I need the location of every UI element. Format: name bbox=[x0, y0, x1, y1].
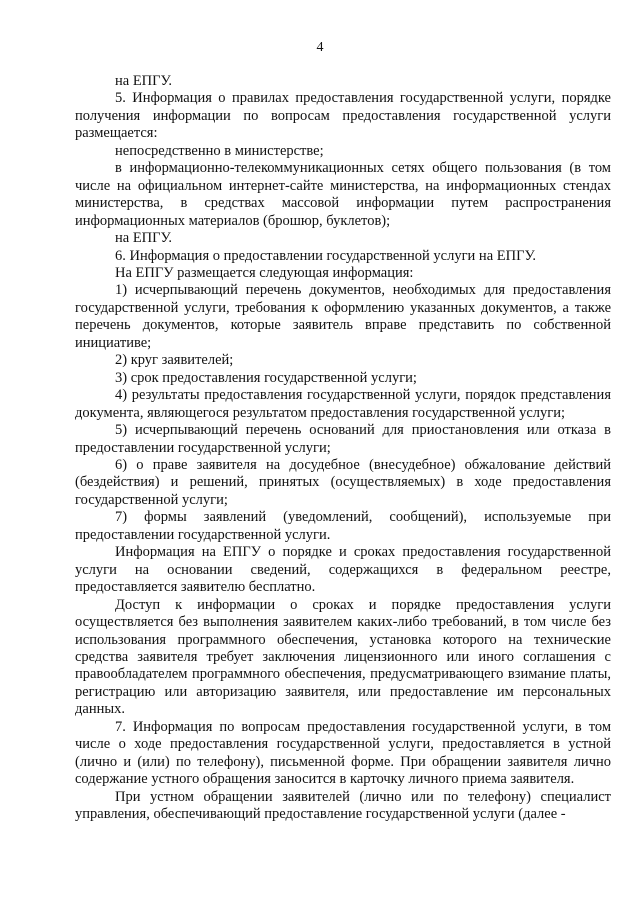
paragraph-14: 7) формы заявлений (уведомлений, сообщений), используемые при предоставлении государственной услуги. bbox=[75, 509, 611, 543]
paragraph-17: 7. Информация по вопросам предоставления государственной услуги, в том числе о ходе предоставления государственной услуги, предоставляется в устной (лично и (или) по телефону), письменной форме. При обращении заявителя лично содержание устного обращения заносится в карточку личного приема заявителя. bbox=[75, 718, 611, 788]
paragraph-13: 6) о праве заявителя на досудебное (внесудебное) обжалование действий (бездействия) и решений, принятых (осуществляемых) в ходе предоставления государственной услуги; bbox=[75, 456, 611, 508]
paragraph-4: в информационно-телекоммуникационных сетях общего пользования (в том числе на официальном интернет-сайте министерства, на информационных стендах министерства, в средствах массовой информации путем распространения информационных материалов (брошюр, буклетов); bbox=[75, 160, 611, 229]
paragraph-11: 4) результаты предоставления государственной услуги, порядок представления документа, являющегося результатом предоставления государственной услуги; bbox=[75, 387, 611, 421]
paragraph-5: на ЕПГУ. bbox=[115, 230, 173, 247]
paragraph-3: непосредственно в министерстве; bbox=[115, 142, 324, 159]
paragraph-10: 3) срок предоставления государственной услуги; bbox=[115, 369, 417, 386]
paragraph-2: 5. Информация о правилах предоставления государственной услуги, порядке получения информации по вопросам предоставления государственной услуги размещается: bbox=[75, 90, 611, 142]
paragraph-1: на ЕПГУ. bbox=[115, 73, 173, 89]
paragraph-12: 5) исчерпывающий перечень оснований для приостановления или отказа в предоставлении государственной услуги; bbox=[75, 422, 611, 456]
paragraph-15: Информация на ЕПГУ о порядке и сроках предоставления государственной услуги на основании сведений, содержащихся в федеральном реестре, предоставляется заявителю бесплатно. bbox=[75, 544, 611, 596]
paragraph-6: 6. Информация о предоставлении государственной услуги на ЕПГУ. bbox=[115, 247, 536, 264]
paragraph-16: Доступ к информации о сроках и порядке предоставления услуги осуществляется без выполнения заявителем каких-либо требований, в том числе без использования программного обеспечения, установка которого на технические средства заявителя требует заключения лицензионного или иного соглашения с правообладателем программного обеспечения, предусматривающего взимание платы, регистрацию или авторизацию заявителя, или предоставление им персональных данных. bbox=[75, 596, 611, 718]
paragraph-18: При устном обращении заявителей (лично или по телефону) специалист управления, обеспечивающий предоставление государственной услуги (далее - bbox=[75, 788, 611, 823]
paragraph-7: На ЕПГУ размещается следующая информация: bbox=[115, 264, 414, 281]
page-number: 4 bbox=[316, 40, 324, 55]
document-body bbox=[75, 73, 611, 823]
paragraph-9: 2) круг заявителей; bbox=[115, 352, 234, 369]
paragraph-8: 1) исчерпывающий перечень документов, необходимых для предоставления государственной услуги, требования к оформлению указанных документов, а также перечень документов, которые заявитель вправе представить по собственной инициативе; bbox=[75, 282, 611, 351]
